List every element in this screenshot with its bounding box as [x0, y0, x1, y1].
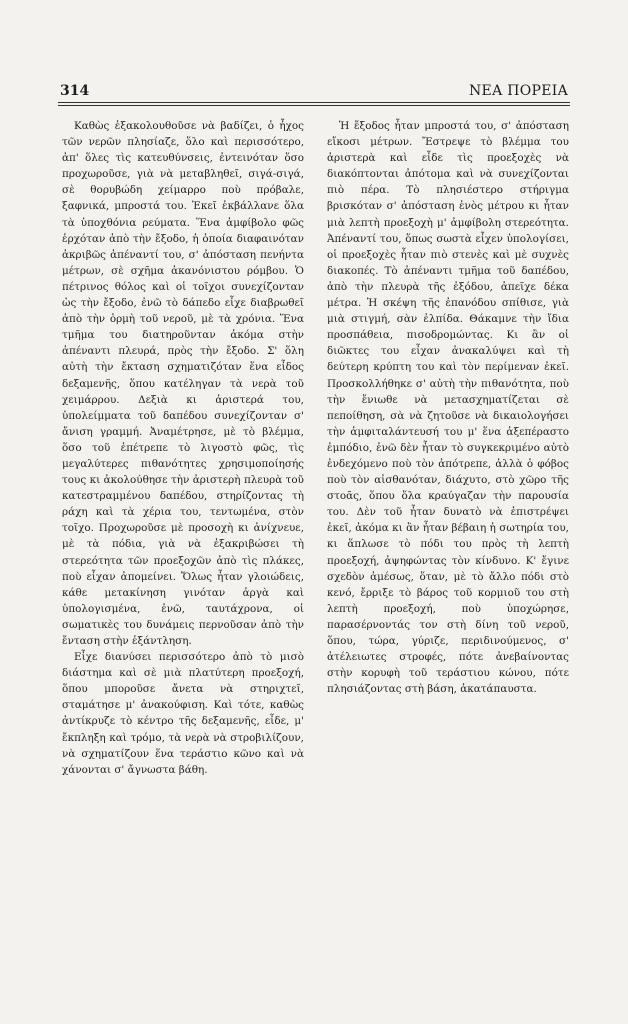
header-rule-lower	[58, 105, 570, 106]
running-title: ΝΕΑ ΠΟΡΕΙΑ	[469, 83, 568, 99]
left-text-column	[62, 118, 304, 778]
right-text-column	[327, 118, 569, 697]
paragraph: Καθὼς ἐξακολουθοῦσε νὰ βαδίζει, ὁ ἦχος τῶν νερῶν πλησίαζε, ὅλο καὶ περισσότερο, ἀπ' ὅλες τὶς κατευθύνσεις, ἐντεινόταν ὅσο προχωροῦσε, γιὰ νὰ μεταβληθεῖ, σιγά-σιγά, σὲ θορυβώδη χείμαρρο ποὺ πρόβαλε, ξαφνικά, μπροστά του. Ἐκεῖ ἐκβάλλανε ὅλα τὰ ὑποχθόνια ρεύματα. Ἕνα ἀμφίβολο φῶς ἐρχόταν ἀπὸ τὴν ἔξοδο, ἡ ὁποία διαφαινόταν ἀκριβῶς ἀπέναντί του, σ' ἀπόσταση πενήντα μέτρων, σὲ σχῆμα ἀκανόνιστου ρόμβου. Ὁ πέτρινος θόλος καὶ οἱ τοῖχοι συνεχίζονταν ὡς τὴν ἔξοδο, ἐνῶ τὸ δάπεδο εἶχε διαβρωθεῖ ἀπὸ τὴν ὁρμὴ τοῦ νεροῦ, μὲ τὰ χρόνια. Ἕνα τμῆμα του διατηροῦνταν ἀκόμα στὴν ἀπέναντι πλευρά, πρὸς τὴν ἔξοδο. Σ' ὅλη αὐτὴ τὴν ἔκταση σχηματιζόταν ἕνα εἶδος δεξαμενῆς, ὅπου κατέληγαν τὰ νερὰ τοῦ χειμάρρου. Δεξιὰ κι ἀριστερά του, ὑπολείμματα τοῦ δαπέδου συνεχίζονταν σ' ἄνιση γραμμή. Ἀναμέτρησε, μὲ τὸ βλέμμα, ὅσο τοῦ ἐπέτρεπε τὸ λιγοστὸ φῶς, τὶς μεγαλύτερες πιθανότητες χρησιμοποίησής τους κι ἀκολούθησε τὴν ἀριστερὴ πλευρὰ τοῦ κατεστραμμένου δαπέδου, στηρίζοντας τὴ ράχη καὶ τὰ χέρια του, τεντωμένα, στὸν τοῖχο. Προχωροῦσε μὲ προσοχὴ κι ἀνίχνευε, μὲ τὰ πόδια, γιὰ νὰ ἐξακριβώσει τὴ στερεότητα τῶν προεξοχῶν ἀπὸ τὶς πλάκες, ποὺ εἶχαν ἀπομείνει. Ὅλως ἦταν γλοιώδεις, κάθε μετακίνηση γινόταν ἀργὰ καὶ ὑπολογισμένα, ἐνῶ, ταυτάχρονα, οἱ σωματικὲς του δυνάμεις περνοῦσαν ἀπὸ τὴν ἔνταση στὴν ἐξάντληση.	[62, 120, 304, 647]
header-rule-upper	[58, 102, 570, 103]
page-number: 314	[60, 83, 90, 99]
paragraph: Εἶχε διανύσει περισσότερο ἀπὸ τὸ μισὸ διάστημα καὶ σὲ μιὰ πλατύτερη προεξοχή, ὅπου μποροῦσε ἄνετα νὰ στηριχτεῖ, σταμάτησε μ' ἀνακούφιση. Καὶ τότε, καθὼς ἀντίκρυζε τὸ κέντρο τῆς δεξαμενῆς, εἶδε, μ' ἔκπληξη καὶ τρόμο, τὰ νερὰ νὰ στροβιλίζουν, νὰ σχηματίζουν ἕνα τεράστιο κῶνο καὶ νὰ χάνονται σ' ἄγνωστα βάθη.	[62, 651, 304, 776]
page-header	[0, 0, 628, 110]
paragraph: Ἡ ἔξοδος ἦταν μπροστά του, σ' ἀπόσταση εἴκοσι μέτρων. Ἔστρεψε τὸ βλέμμα του ἀριστερὰ καὶ εἶδε τὶς προεξοχὲς νὰ διακόπτονται ἀπότομα καὶ νὰ συνεχίζονται πιὸ πέρα. Τὸ πλησιέστερο στήριγμα βρισκόταν σ' ἀπόσταση ἑνὸς μέτρου κι ἦταν μιὰ λεπτὴ προεξοχὴ μ' ἀμφίβολη στερεότητα. Ἀπέναντί του, ὅπως σωστὰ εἶχεν ὑπολογίσει, οἱ προεξοχὲς ἦταν πιὸ στενὲς καὶ μὲ συχνὲς διακοπές. Τὸ ἀπέναντι τμῆμα τοῦ δαπέδου, ἀπὸ τὴν πλευρὰ τῆς ἐξόδου, ἀπεῖχε δέκα μέτρα. Ἡ σκέψη τῆς ἐπανόδου σπίθισε, γιὰ μιὰ στιγμή, σὰν ἐλπίδα. Θάκαμνε τὴν ἴδια προσπάθεια, πισοδρομώντας. Κι ἂν οἱ διῶκτες του εἶχαν ἀνακαλύψει καὶ τὴ δεύτερη κρύπτη του καὶ τὸν περίμεναν ἐκεῖ. Προσκολλήθηκε σ' αὐτὴ τὴν πιθανότητα, ποὺ τὴν ἔνιωθε νὰ μετασχηματίζεται σὲ πεποίθηση, σὰ νὰ ζητοῦσε νὰ δικαιολογήσει τὴν ἀμφιταλάντευσή του μ' ἕνα ἀξεπέραστο ἐμπόδιο, ἐνῶ δὲν ἦταν τὸ συγκεκριμένο αὐτὸ ἐνδεχόμενο ποὺ τὸν ἀπότρεπε, ἀλλὰ ὁ φόβος ποὺ τὸν αἰσθανόταν, διάχυτο, στὸ χῶρο τῆς στοᾶς, ὅπου ὅλα κραύγαζαν τὴν παρουσία του. Δὲν τοῦ ἦταν δυνατὸ νὰ ἐπιστρέψει ἐκεῖ, ἀκόμα κι ἂν ἦταν βέβαιη ἡ σωτηρία του, κι ἅπλωσε τὸ πόδι του πρὸς τὴ λεπτὴ προεξοχή, ἀψηφώντας τὸν κίνδυνο. Κ' ἔγινε σχεδὸν ἀμέσως, ὅταν, μὲ τὸ ἄλλο πόδι στὸ κενό, ἔρριξε τὸ βάρος τοῦ κορμιοῦ του στὴ λεπτὴ προεξοχή, ποὺ ὑποχώρησε, παρασέρνοντάς τον στὴ δίνη τοῦ νεροῦ, ὅπου, τώρα, γύριζε, περιδινούμενος, σ' ἀτέλειωτες στροφές, πότε ἀνεβαίνοντας στὴν κορυφὴ τοῦ τεράστιου κώνου, πότε πλησιάζοντας στὴ βάση, ἀκατάπαυστα.	[327, 120, 569, 696]
